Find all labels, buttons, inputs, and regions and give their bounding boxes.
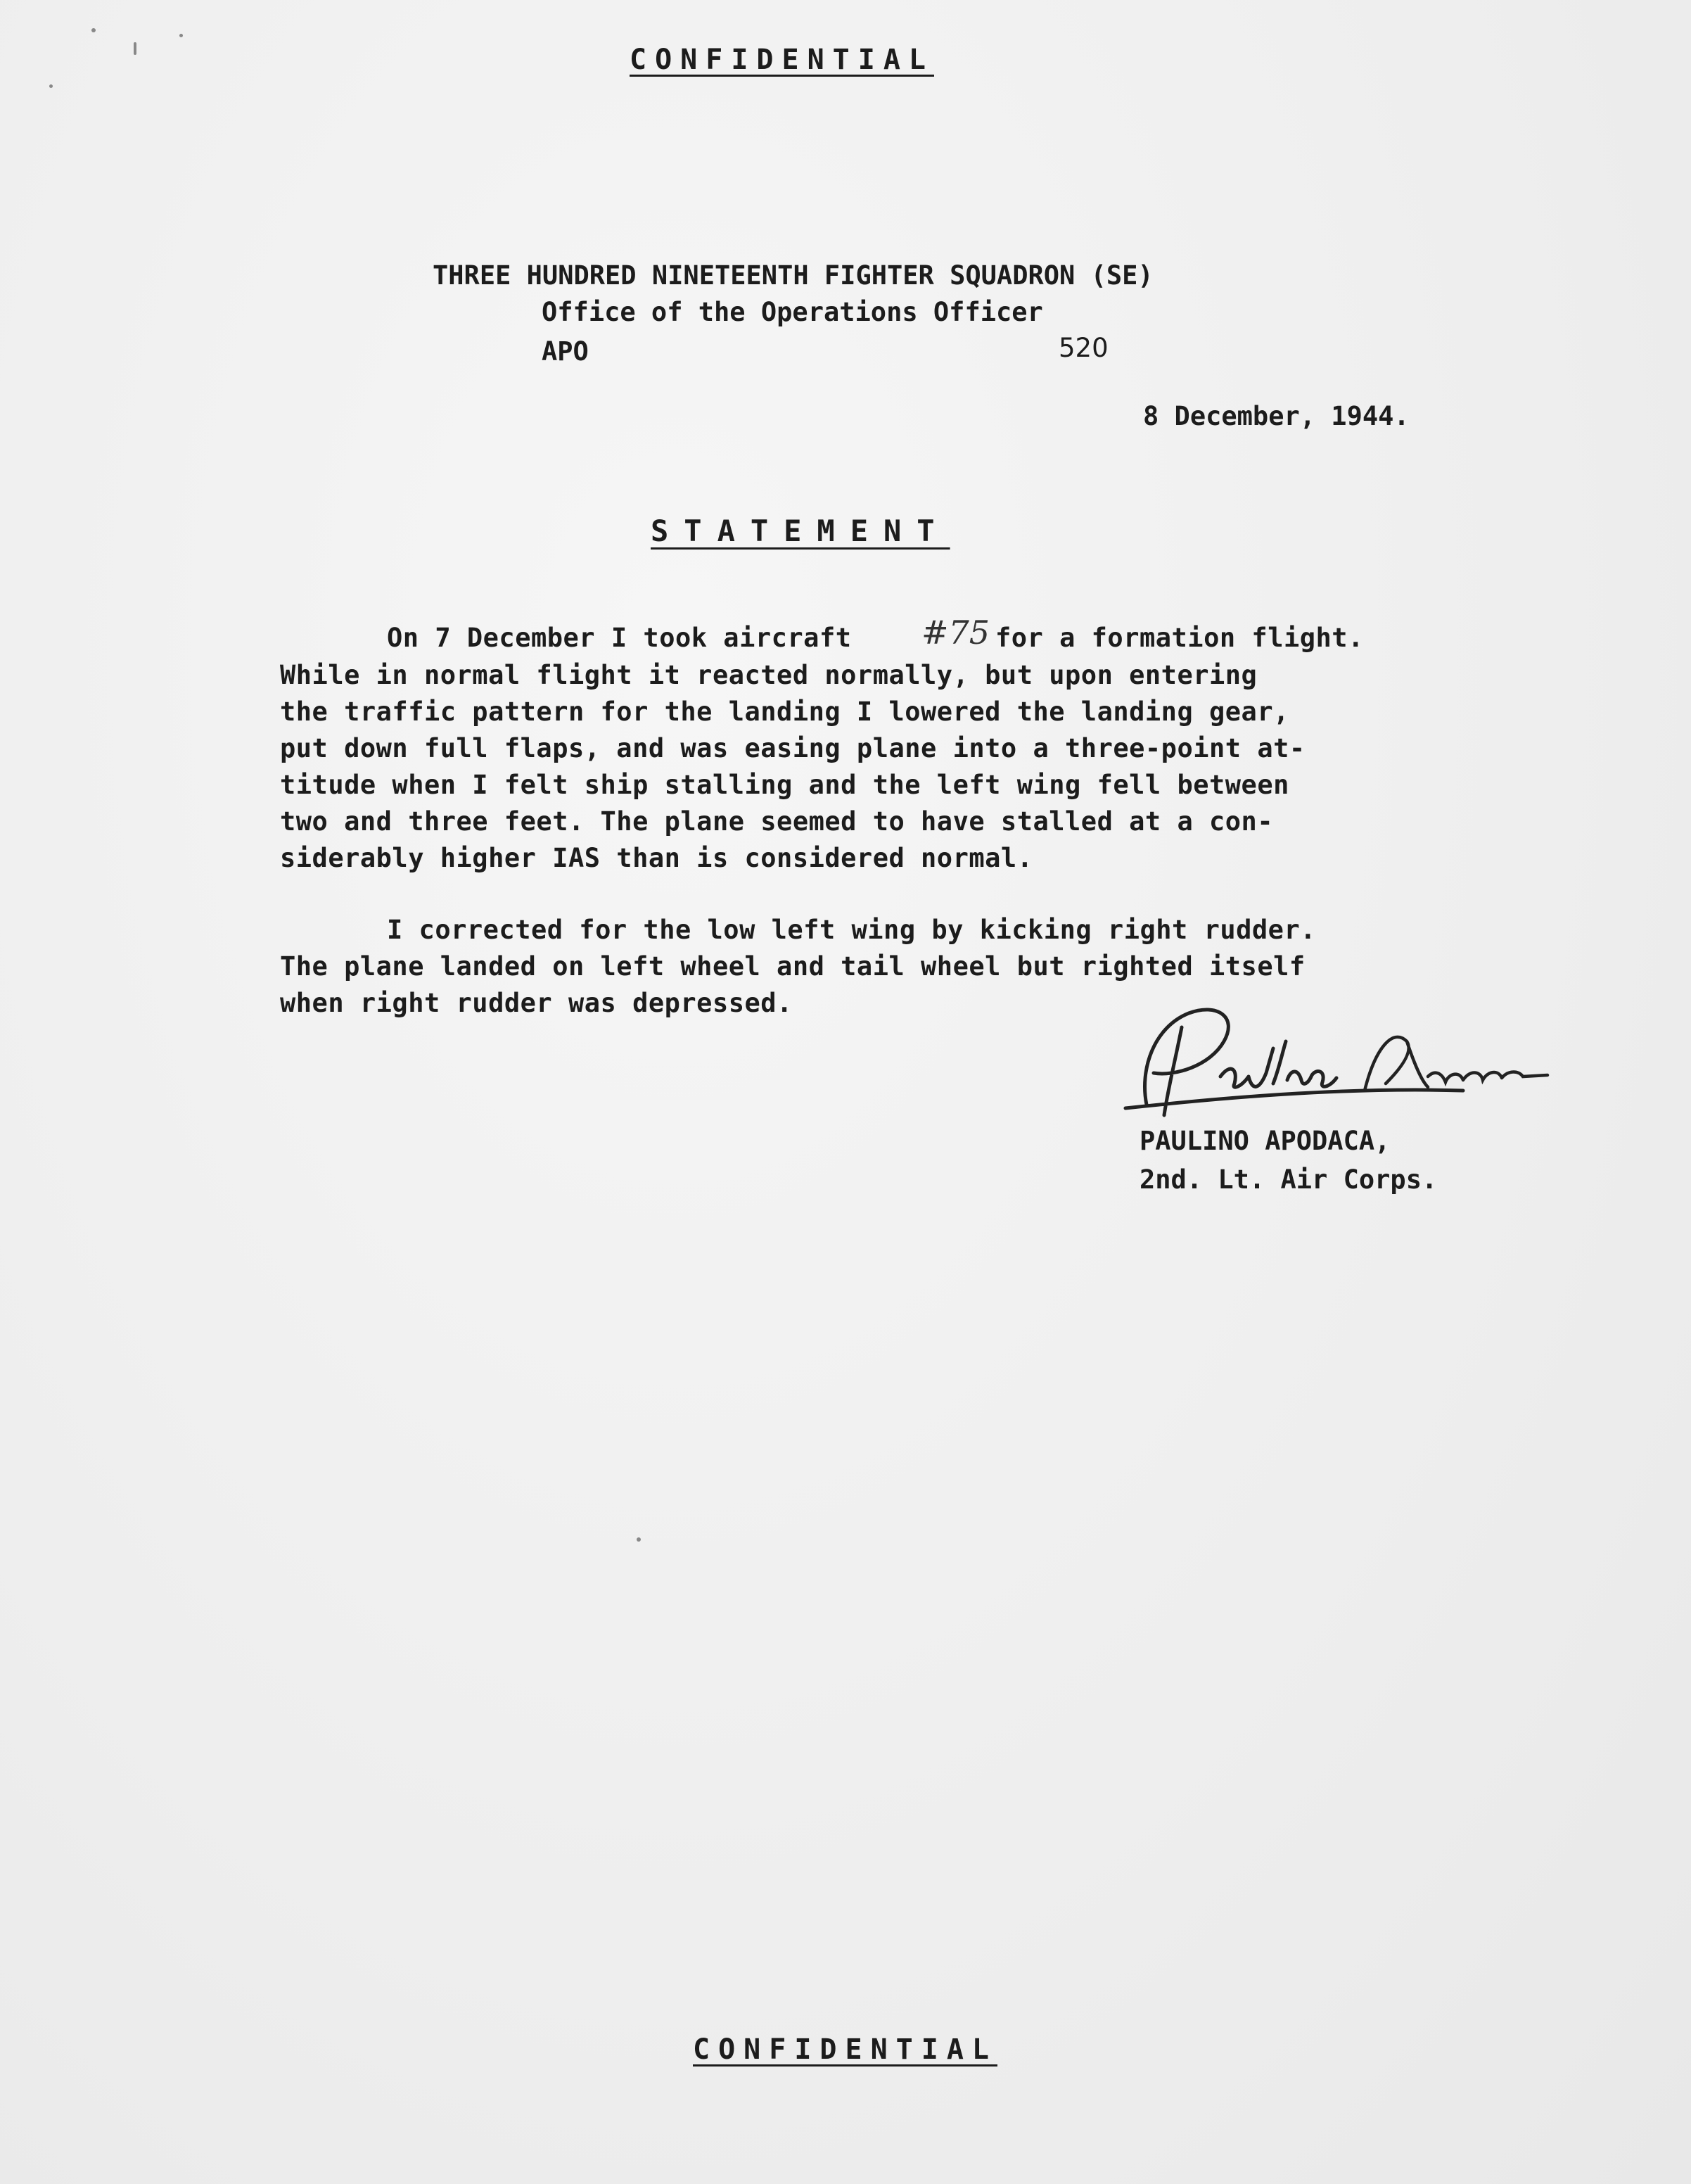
paragraph-1-line: While in normal flight it reacted normally, but upon entering xyxy=(280,660,1258,690)
paragraph-2-line: I corrected for the low left wing by kicking right rudder. xyxy=(387,915,1317,945)
speck xyxy=(179,34,183,37)
document-date: 8 December, 1944. xyxy=(1143,401,1410,431)
aircraft-number-handwritten: #75 xyxy=(921,614,990,652)
statement-title: STATEMENT xyxy=(651,514,950,548)
unit-heading: THREE HUNDRED NINETEENTH FIGHTER SQUADRON (SE) xyxy=(433,260,1154,291)
paragraph-2-line: when right rudder was depressed. xyxy=(280,988,793,1018)
speck xyxy=(49,84,53,88)
signatory-name: PAULINO APODACA, xyxy=(1140,1126,1391,1156)
paragraph-1-line: titude when I felt ship stalling and the left wing fell between xyxy=(280,770,1289,800)
apo-number: 520 xyxy=(1059,333,1109,363)
classification-top: CONFIDENTIAL xyxy=(630,44,934,76)
classification-bottom: CONFIDENTIAL xyxy=(693,2033,997,2066)
paragraph-1-line: two and three feet. The plane seemed to have stalled at a con- xyxy=(280,806,1274,837)
office-line: Office of the Operations Officer xyxy=(542,297,1043,327)
speck xyxy=(91,28,96,32)
speck xyxy=(637,1537,641,1542)
paragraph-1-line: for a formation flight. xyxy=(995,623,1364,653)
paragraph-1-line: the traffic pattern for the landing I lowered the landing gear, xyxy=(280,697,1289,727)
paragraph-2-line: The plane landed on left wheel and tail wheel but righted itself xyxy=(280,951,1306,982)
signatory-rank: 2nd. Lt. Air Corps. xyxy=(1140,1164,1438,1195)
speck xyxy=(134,42,136,55)
paragraph-1-line: put down full flaps, and was easing plane into a three-point at- xyxy=(280,733,1306,763)
apo-label: APO xyxy=(542,336,589,367)
paragraph-1-line: siderably higher IAS than is considered normal. xyxy=(280,843,1033,873)
paragraph-1-line: On 7 December I took aircraft xyxy=(387,623,852,653)
